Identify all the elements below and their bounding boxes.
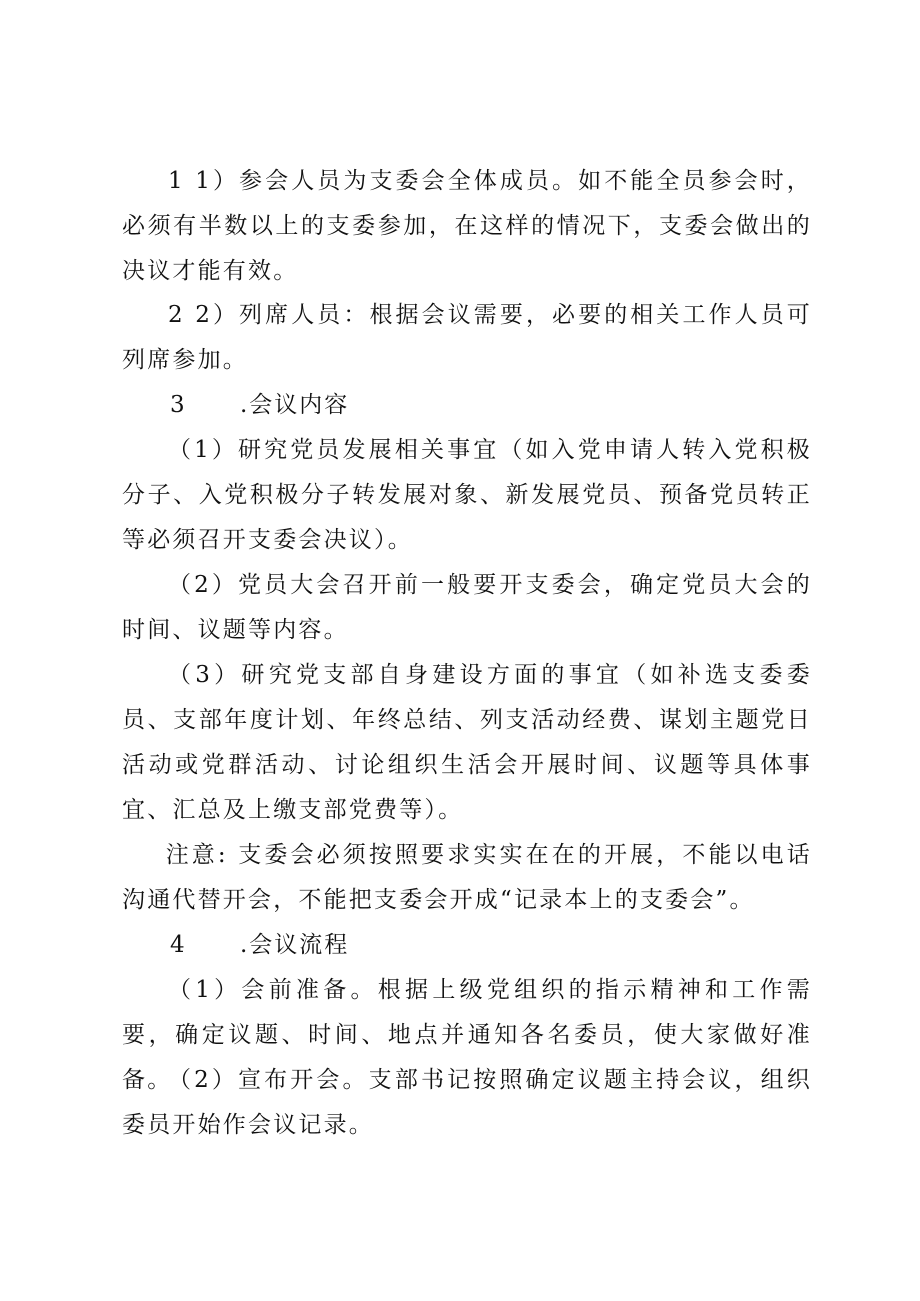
section-heading-meeting-process xyxy=(170,923,349,968)
paragraph-process-step-1: （1）会前准备。根据上级党组织的指示精神和工作需要，确定议题、时间、地点并通知各名委员，使大家做好准备。 xyxy=(122,977,812,1093)
paragraph-content-item-1: （1）研究党员发展相关事宜（如入党申请人转入党积极分子、入党积极分子转发展对象、新发展党员、预备党员转正等必须召开支委会决议）。 xyxy=(122,437,812,553)
paragraph-content-item-2: （2）党员大会召开前一般要开支委会，确定党员大会的时间、议题等内容。 xyxy=(122,572,812,643)
section-number: 3 xyxy=(170,392,187,418)
paragraph-nonvoting-attendees: 2 2）列席人员：根据会议需要，必要的相关工作人员可列席参加。 xyxy=(122,302,812,373)
paragraph-content-item-3: （3）研究党支部自身建设方面的事宜（如补选支委委员、支部年度计划、年终总结、列支活动经费、谋划主题党日活动或党群活动、讨论组织生活会开展时间、议题等具体事宜、汇总及上缴支部党费等）。 xyxy=(122,662,812,823)
section-number: 4 xyxy=(170,932,187,958)
paragraph-attendees: 1 1）参会人员为支委会全体成员。如不能全员参会时，必须有半数以上的支委参加，在这样的情况下，支委会做出的决议才能有效。 xyxy=(122,168,812,284)
section-title: .会议流程 xyxy=(240,932,350,958)
section-heading-meeting-content xyxy=(170,383,349,428)
paragraph-process-step-2: （2）宣布开会。支部书记按照确定议题主持会议，组织委员开始作会议记录。 xyxy=(122,1067,812,1138)
paragraph-note: 注意: 支委会必须按照要求实实在在的开展，不能以电话沟通代替开会，不能把支委会开成“记录本上的支委会”。 xyxy=(122,842,812,913)
section-title: .会议内容 xyxy=(240,392,350,418)
